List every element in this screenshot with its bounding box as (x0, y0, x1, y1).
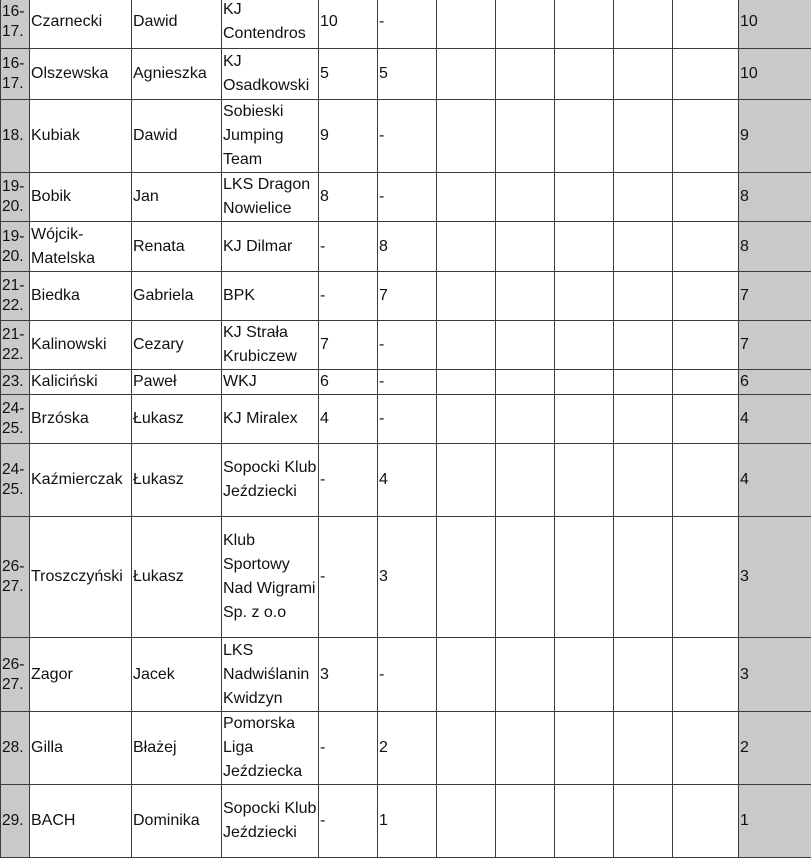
round-7-cell (673, 0, 739, 49)
round-5-cell (555, 222, 614, 272)
round-2-cell: 8 (378, 222, 437, 272)
round-2-cell: - (378, 638, 437, 712)
round-5-cell (555, 272, 614, 321)
place-cell: 18. (1, 100, 30, 173)
round-1-cell: - (319, 517, 378, 638)
club-cell: KJ Osadkowski (222, 49, 319, 100)
round-5-cell (555, 517, 614, 638)
round-1-cell: - (319, 222, 378, 272)
surname-cell: Gilla (30, 712, 132, 785)
round-3-cell (437, 49, 496, 100)
round-1-cell: 5 (319, 49, 378, 100)
table-row (1, 0, 811, 49)
place-cell: 16-17. (1, 0, 30, 49)
round-2-cell: - (378, 395, 437, 444)
round-1-cell: 9 (319, 100, 378, 173)
first-name-cell: Łukasz (132, 517, 222, 638)
total-cell: 7 (739, 321, 811, 370)
round-1-cell: 4 (319, 395, 378, 444)
surname-cell: Brzóska (30, 395, 132, 444)
round-5-cell (555, 785, 614, 858)
total-cell: 7 (739, 272, 811, 321)
round-7-cell (673, 321, 739, 370)
round-1-cell: - (319, 785, 378, 858)
first-name-cell: Łukasz (132, 395, 222, 444)
round-2-cell: 3 (378, 517, 437, 638)
round-4-cell (496, 0, 555, 49)
round-7-cell (673, 638, 739, 712)
club-cell: KJ Miralex (222, 395, 319, 444)
round-5-cell (555, 0, 614, 49)
first-name-cell: Dawid (132, 100, 222, 173)
round-5-cell (555, 370, 614, 395)
total-cell: 4 (739, 395, 811, 444)
round-3-cell (437, 444, 496, 517)
round-7-cell (673, 272, 739, 321)
club-cell: KJ Contendros (222, 0, 319, 49)
round-6-cell (614, 272, 673, 321)
total-cell: 10 (739, 49, 811, 100)
round-1-cell: 3 (319, 638, 378, 712)
round-4-cell (496, 444, 555, 517)
round-2-cell: - (378, 100, 437, 173)
round-4-cell (496, 785, 555, 858)
round-7-cell (673, 173, 739, 222)
round-1-cell: 10 (319, 0, 378, 49)
table-row (1, 395, 811, 444)
surname-cell: Czarnecki (30, 0, 132, 49)
club-cell: WKJ (222, 370, 319, 395)
surname-cell: Bobik (30, 173, 132, 222)
table-row (1, 638, 811, 712)
round-5-cell (555, 444, 614, 517)
round-2-cell: - (378, 370, 437, 395)
round-4-cell (496, 173, 555, 222)
surname-cell: Biedka (30, 272, 132, 321)
place-cell: 24-25. (1, 395, 30, 444)
round-4-cell (496, 395, 555, 444)
surname-cell: Kaźmierczak (30, 444, 132, 517)
surname-cell: Wójcik-Matelska (30, 222, 132, 272)
table-row (1, 222, 811, 272)
round-7-cell (673, 444, 739, 517)
round-1-cell: - (319, 712, 378, 785)
place-cell: 24-25. (1, 444, 30, 517)
round-6-cell (614, 712, 673, 785)
round-5-cell (555, 321, 614, 370)
round-2-cell: - (378, 321, 437, 370)
round-2-cell: 4 (378, 444, 437, 517)
round-4-cell (496, 517, 555, 638)
round-4-cell (496, 638, 555, 712)
round-6-cell (614, 100, 673, 173)
round-7-cell (673, 785, 739, 858)
round-1-cell: - (319, 444, 378, 517)
round-4-cell (496, 222, 555, 272)
round-1-cell: 7 (319, 321, 378, 370)
table-row (1, 321, 811, 370)
round-3-cell (437, 638, 496, 712)
round-4-cell (496, 370, 555, 395)
place-cell: 19-20. (1, 173, 30, 222)
table-row (1, 712, 811, 785)
table-row (1, 444, 811, 517)
total-cell: 4 (739, 444, 811, 517)
round-2-cell: - (378, 0, 437, 49)
round-4-cell (496, 100, 555, 173)
round-6-cell (614, 444, 673, 517)
round-6-cell (614, 222, 673, 272)
table-row (1, 370, 811, 395)
first-name-cell: Renata (132, 222, 222, 272)
club-cell: LKS Nadwiślanin Kwidzyn (222, 638, 319, 712)
round-3-cell (437, 272, 496, 321)
surname-cell: Troszczyński (30, 517, 132, 638)
first-name-cell: Dominika (132, 785, 222, 858)
round-1-cell: 8 (319, 173, 378, 222)
round-5-cell (555, 49, 614, 100)
club-cell: KJ Strała Krubiczew (222, 321, 319, 370)
total-cell: 9 (739, 100, 811, 173)
round-7-cell (673, 100, 739, 173)
total-cell: 10 (739, 0, 811, 49)
round-6-cell (614, 638, 673, 712)
round-2-cell: 2 (378, 712, 437, 785)
round-3-cell (437, 321, 496, 370)
first-name-cell: Dawid (132, 0, 222, 49)
surname-cell: Zagor (30, 638, 132, 712)
club-cell: KJ Dilmar (222, 222, 319, 272)
round-3-cell (437, 395, 496, 444)
round-6-cell (614, 395, 673, 444)
round-2-cell: 1 (378, 785, 437, 858)
surname-cell: Olszewska (30, 49, 132, 100)
club-cell: LKS Dragon Nowielice (222, 173, 319, 222)
total-cell: 8 (739, 222, 811, 272)
club-cell: Sopocki Klub Jeździecki (222, 785, 319, 858)
total-cell: 6 (739, 370, 811, 395)
round-6-cell (614, 49, 673, 100)
round-6-cell (614, 370, 673, 395)
round-3-cell (437, 222, 496, 272)
round-7-cell (673, 370, 739, 395)
round-6-cell (614, 785, 673, 858)
round-1-cell: - (319, 272, 378, 321)
round-5-cell (555, 395, 614, 444)
place-cell: 23. (1, 370, 30, 395)
surname-cell: Kalinowski (30, 321, 132, 370)
round-7-cell (673, 517, 739, 638)
round-7-cell (673, 395, 739, 444)
club-cell: Sobieski Jumping Team (222, 100, 319, 173)
round-4-cell (496, 49, 555, 100)
round-6-cell (614, 173, 673, 222)
place-cell: 16-17. (1, 49, 30, 100)
total-cell: 3 (739, 638, 811, 712)
place-cell: 26-27. (1, 517, 30, 638)
first-name-cell: Jacek (132, 638, 222, 712)
first-name-cell: Gabriela (132, 272, 222, 321)
total-cell: 8 (739, 173, 811, 222)
club-cell: Pomorska Liga Jeździecka (222, 712, 319, 785)
place-cell: 28. (1, 712, 30, 785)
round-6-cell (614, 517, 673, 638)
round-5-cell (555, 712, 614, 785)
round-7-cell (673, 222, 739, 272)
place-cell: 29. (1, 785, 30, 858)
round-2-cell: 5 (378, 49, 437, 100)
round-3-cell (437, 370, 496, 395)
round-5-cell (555, 100, 614, 173)
first-name-cell: Jan (132, 173, 222, 222)
round-4-cell (496, 272, 555, 321)
round-3-cell (437, 712, 496, 785)
place-cell: 21-22. (1, 272, 30, 321)
table-row (1, 173, 811, 222)
round-2-cell: 7 (378, 272, 437, 321)
results-table-body (1, 0, 811, 858)
round-3-cell (437, 100, 496, 173)
club-cell: Klub Sportowy Nad Wigrami Sp. z o.o (222, 517, 319, 638)
round-7-cell (673, 49, 739, 100)
round-6-cell (614, 321, 673, 370)
total-cell: 2 (739, 712, 811, 785)
first-name-cell: Agnieszka (132, 49, 222, 100)
table-row (1, 785, 811, 858)
total-cell: 1 (739, 785, 811, 858)
place-cell: 19-20. (1, 222, 30, 272)
surname-cell: BACH (30, 785, 132, 858)
first-name-cell: Łukasz (132, 444, 222, 517)
round-3-cell (437, 517, 496, 638)
first-name-cell: Cezary (132, 321, 222, 370)
round-4-cell (496, 321, 555, 370)
total-cell: 3 (739, 517, 811, 638)
club-cell: BPK (222, 272, 319, 321)
round-3-cell (437, 0, 496, 49)
round-7-cell (673, 712, 739, 785)
place-cell: 26-27. (1, 638, 30, 712)
round-1-cell: 6 (319, 370, 378, 395)
table-row (1, 272, 811, 321)
round-3-cell (437, 785, 496, 858)
surname-cell: Kaliciński (30, 370, 132, 395)
surname-cell: Kubiak (30, 100, 132, 173)
round-3-cell (437, 173, 496, 222)
round-4-cell (496, 712, 555, 785)
club-cell: Sopocki Klub Jeździecki (222, 444, 319, 517)
round-6-cell (614, 0, 673, 49)
table-row (1, 100, 811, 173)
table-row (1, 517, 811, 638)
round-5-cell (555, 173, 614, 222)
first-name-cell: Paweł (132, 370, 222, 395)
table-row (1, 49, 811, 100)
round-2-cell: - (378, 173, 437, 222)
round-5-cell (555, 638, 614, 712)
first-name-cell: Błażej (132, 712, 222, 785)
place-cell: 21-22. (1, 321, 30, 370)
